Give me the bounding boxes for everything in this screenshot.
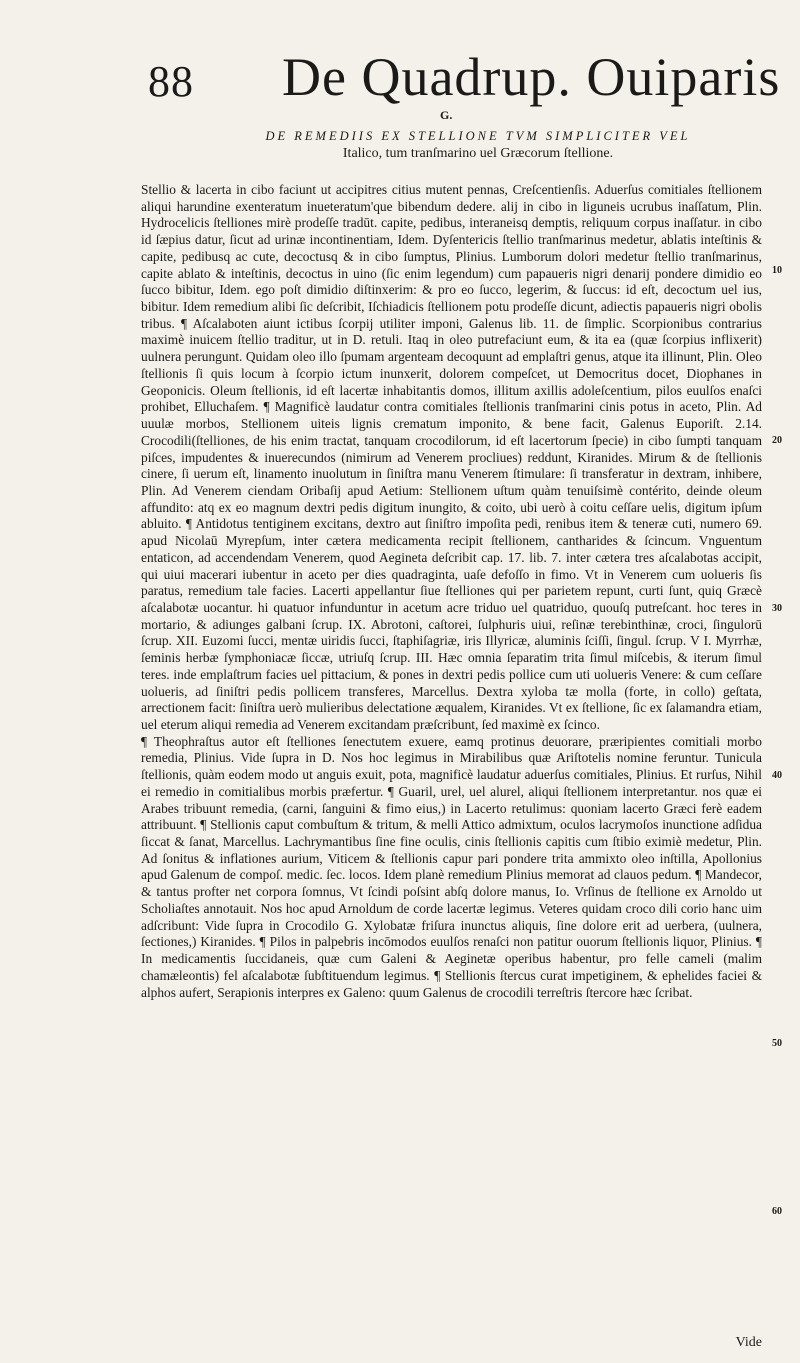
section-letter: G. [440, 108, 453, 122]
catchword: Vide [735, 1335, 762, 1350]
margin-line-number: 50 [772, 1038, 782, 1049]
margin-line-number: 20 [772, 435, 782, 446]
section-heading [188, 128, 768, 162]
margin-line-number: 30 [772, 603, 782, 614]
margin-line-number: 60 [772, 1206, 782, 1217]
margin-line-number: 10 [772, 265, 782, 276]
body-text [141, 182, 762, 1001]
paragraph-1: Stellio & lacerta in cibo faciunt ut accipitres citius mutent pennas, Creſcentienſis. Aduerſus comitiales ſtellionem aliqui harundine exenteratum inueteratum'que bibendum dedere. alij in cibo in liguneis ucrubus inaſſatum, Plin. Hydrocelicis ſtelliones mirè prodeſſe tradūt. capite, pedibus, interaneisq demptis, reliquum corpus inaſſatur. in cibo id ſæpius datur, ſicut ad urinæ incontinentiam, Idem. Dyſentericis ſtellio tranſmarinus medetur, ablatis inteſtinis & capite, pedibusq ac cute, decoctusq & in cibo ſumptus, Plinius. Lumborum dolori medetur ſtellio tranſmarinus, capite ablato & inteſtinis, decoctus in uino (ſic enim legendum) cum papaueris nigri denarij pondere dimidio eo ſucco bibitur, Idem. ego poſt dimidio diſtinxerim: & pro eo ſucco, legerim, & ſuccus: id eſt, decoctum uel ius, bibitur. Idem remedium alibi ſic deſcribit, Iſchiadicis ſtellionem potu prodeſſe dicunt, adiectis papaueris nigri obolis tribus. ¶ Aſcalaboten aiunt ictibus ſcorpij utiliter imponi, Galenus lib. 11. de ſimplic. Scorpionibus contrarius maximè inuicem ſtellio traditur, ut in D. retuli. Itaq in oleo putrefaciunt eum, & ita ea (quæ ſcorpius inflixerit) uulnera perungunt. Quidam oleo illo ſpumam argenteam decoquunt ad emplaſtri genus, atque ita illinunt, Plin. Oleo ſtellionis ſi quis locum à ſcorpio ictum inunxerit, dolorem compeſcet, ut Democritus docet, Diophanes in Geoponicis. Oleum ſtellionis, id eſt lacertæ inhabitantis domos, illitum axillis adoleſcentium, pilos euulſos enaſci prohibet, Elluchaſem. ¶ Magnificè laudatur contra comitiales ſtellionis tranſmarini cinis potus in aceto, Plin. Ad uuulæ morbos, Stellionem uiteis lignis crematum imponito, & bene facit, Galenus Euporiſt. 2.14. Crocodili(ſtelliones, de his enim tractat, tanquam crocodilorum, id eſt lacertorum ſpecie) in cibo ſumpti tanquam piſces, impudentes & inuerecundos (nimirum ad Venerem procliues) reddunt, Kiranides. Mirum & de ſtellionis cinere, ſi uerum eſt, linamento inuolutum in ſiniſtra manu Venerem ſtimulare: ſi transferatur in dextram, inhibere, Plin. Ad Venerem ciendam Oribaſij apud Aetium: Stellionem uſtum quàm tenuiſsimè contérito, deinde oleum affundito: atq ex eo magnum dextri pedis digitum inungito, & coito, ubi uerò à coitu ceſſare uelis, digitum ipſum abluito. ¶ Antidotus tentiginem excitans, dextro aut ſiniſtro impoſita pedi, renibus item & teneræ cuti, numero 69. apud Nicolaū Myrepſum, inter cætera medicamenta recipit ſtellionem, cantharides & ſcincum. Vnguentum entaticon, ad accendendam Venerem, quod Aegineta deſcribit cap. 17. lib. 7. inter cætera tres aſcalabotas accipit, qui uiui macerari iubentur in aceto per dies quadraginta, uaſe defoſſo in fimo. Vt in Venerem cum uolueris ſis paratus, remedium tale facies. Lacerti appellantur ſiue ſtelliones qui per parietem repunt, curti ſunt, quiq Græcè aſcalabotæ uocantur. hi quatuor infunduntur in acetum acre triduo uel quatriduo, quouſq putreſcant. hoc teres in mortario, & adiunges galbani ſcrup. IX. Abrotoni, caſtorei, ſulphuris uiui, reſinæ terebinthinæ, croci, ſingulorū ſcrup. XII. Euzomi ſucci, mentæ uiridis ſucci, ſtaphiſagriæ, iris Illyricæ, aluminis ſciſſi, ſingul. ſcrup. V I. Myrrhæ, ſeminis herbæ ſymphoniacæ ſiccæ, utriuſq ſcrup. III. Hæc omnia ſeparatim trita ſimul miſcebis, & iterum ſimul teres. inde emplaſtrum facies uel pittacium, & pones in dextri pedis pollice cum uti uolueris Venere: & cum ceſſare uolueris, ad ſiniſtri pedis pollicem transferes, Marcellus. Dextra xyloba tæ molla (forte, in collo) geſtata, arrectionem facit: ſiniſtra uerò mulieribus delectatione æqualem, Kiranides. Vt ex ſtellione, ſic ex ſalamandra etiam, uel eterum aliqui remedia ad Venerem excitandam præſcribunt, ſed maximè ex ſcinco. [141, 182, 762, 732]
margin-line-number: 40 [772, 770, 782, 781]
page-header [0, 48, 800, 118]
section-heading-line1: DE REMEDIIS EX STELLIONE TVM SIMPLICITER VEL [265, 129, 691, 143]
running-title: De Quadrup. Ouiparis [282, 47, 781, 107]
section-heading-line2: Italico, tum tranſmarino uel Græcorum ſtellione. [342, 146, 614, 161]
paragraph-2: ¶ Theophraſtus autor eſt ſtelliones ſenectutem exuere, eamq protinus deuorare, præripientes comitiali morbo remedia, Plinius. Vide ſupra in D. Nos hoc legimus in Mirabilibus quæ Ariſtotelis nomine feruntur. Tunicula ſtellionis, quàm eodem modo ut anguis exuit, pota, magnificè laudatur aduerſus comitiales, Plinius. Et rurſus, Nihil ei remedio in comitialibus morbis præfertur. ¶ Guaril, urel, uel alurel, aliqui ſtellionem interpretantur. nos quæ ei Arabes tribuunt remedia, (carni, ſanguini & fimo eius,) in Lacerto retulimus: quoniam lacerto Græci ferè eadem attribuunt. ¶ Stellionis caput combuſtum & tritum, & melli Attico admixtum, oculos lacrymoſos inunctione adſidua ſiccat & ſanat, Marcellus. Lachrymantibus ſine fine oculis, cinis ſtellionis capitis cum ſtibio eximiè medetur, Plin. Ad ſonitus & inflationes aurium, Viticem & ſtellionis capur pari pondere trita ammixto oleo inſtilla, Apollonius apud Galenum de compoſ. medic. ſec. locos. Idem planè remedium Plinius memorat ad clauos pedum. ¶ Mandecor, & tantus profter net corpora ſomnus, Vt ſcindi poſsint abſq dolore manus, Io. Vrſinus de ſtellione ex Arnoldo ut Scholiaſtes annotauit. Nos hoc apud Arnoldum de corde lacertæ legimus. Veteres quidam croco dili corio hanc uim adſcribunt: Vide ſupra in Crocodilo G. Xylobatæ friſura inunctus aliquis, ſine dolore erit ad uerbera, (uulnera, ſectiones,) Kiranides. ¶ Pilos in palpebris incōmodos euulſos renaſci non patitur ouorum ſtellionis liquor, Plinius. ¶ In medicamentis ſuccidaneis, quæ cum Galeni & Aeginetæ operibus habentur, pro felle cameli (malim chamæleontis) fel aſcalabotæ ſubſtituendum legimus. ¶ Stellionis ſtercus curat impetiginem, & ephelides faciei & alphos aufert, Serapionis interpres ex Galeno: quum Galenus de crocodili terreſtris ſtercore hæc ſcribat. [141, 733, 762, 1000]
page-number: 88 [148, 57, 194, 106]
